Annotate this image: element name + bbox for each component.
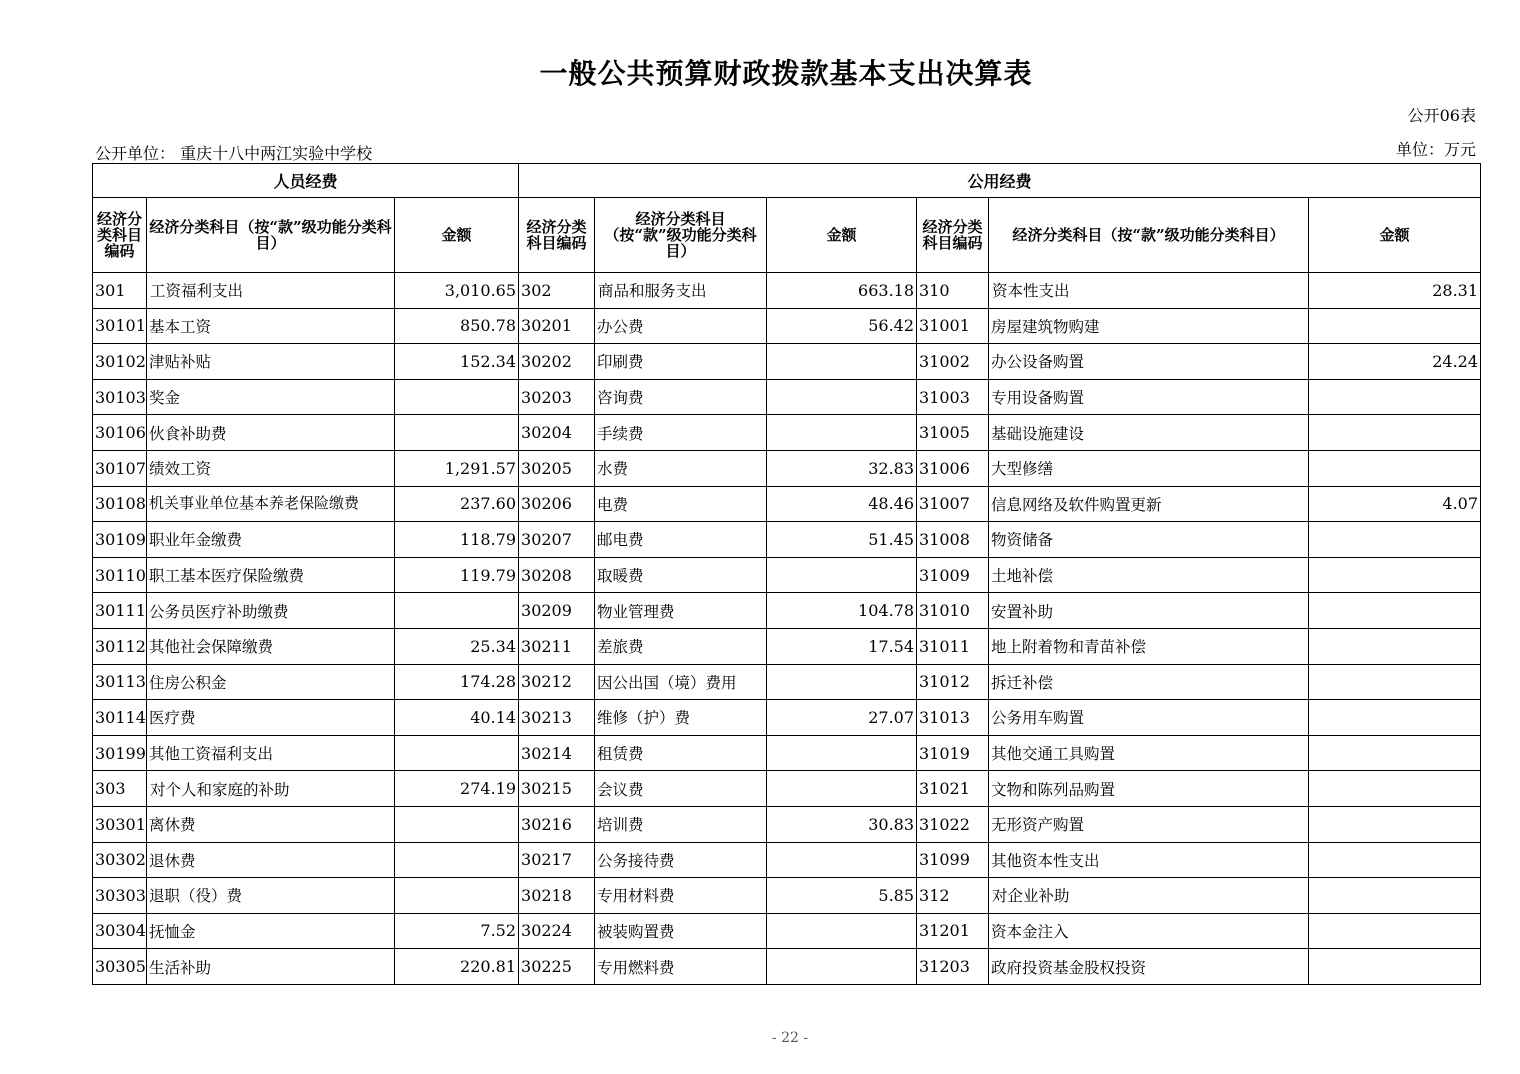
table-row: [93, 415, 1481, 451]
table-row: [93, 486, 1481, 522]
cell-amount: [1309, 450, 1481, 486]
table-row: [93, 913, 1481, 949]
cell-amount: [1309, 593, 1481, 629]
header-name: 经济分类科目（按“款”级功能分类科目）: [147, 198, 395, 273]
cell-amount: 220.81: [395, 949, 519, 985]
table-row: [93, 308, 1481, 344]
cell-amount: [395, 842, 519, 878]
cell-name: 其他社会保障缴费: [147, 628, 395, 664]
cell-name: 大型修缮: [989, 450, 1309, 486]
cell-name: 公务员医疗补助缴费: [147, 593, 395, 629]
cell-amount: [767, 771, 917, 807]
header-amount: 金额: [395, 198, 519, 273]
cell-amount: [1309, 913, 1481, 949]
cell-code: 31019: [917, 735, 989, 771]
cell-code: 30106: [93, 415, 147, 451]
cell-name: 商品和服务支出: [595, 273, 767, 309]
cell-amount: 3,010.65: [395, 273, 519, 309]
page-number: - 22 -: [771, 1030, 809, 1046]
cell-amount: 118.79: [395, 522, 519, 558]
cell-amount: [767, 913, 917, 949]
cell-code: 31007: [917, 486, 989, 522]
table-row: [93, 557, 1481, 593]
cell-code: 310: [917, 273, 989, 309]
cell-amount: [767, 842, 917, 878]
cell-name: 政府投资基金股权投资: [989, 949, 1309, 985]
cell-name: 无形资产购置: [989, 806, 1309, 842]
page-title: 一般公共预算财政拨款基本支出决算表: [539, 57, 1033, 90]
cell-code: 31099: [917, 842, 989, 878]
cell-code: 31201: [917, 913, 989, 949]
cell-amount: [767, 735, 917, 771]
cell-name: 拆迁补偿: [989, 664, 1309, 700]
cell-name: 其他交通工具购置: [989, 735, 1309, 771]
cell-name: 被装购置费: [595, 913, 767, 949]
cell-code: 30302: [93, 842, 147, 878]
cell-amount: 7.52: [395, 913, 519, 949]
cell-name: 培训费: [595, 806, 767, 842]
cell-code: 30201: [519, 308, 595, 344]
cell-name: 对企业补助: [989, 878, 1309, 914]
cell-code: 31008: [917, 522, 989, 558]
cell-name: 奖金: [147, 379, 395, 415]
cell-name: 邮电费: [595, 522, 767, 558]
cell-name: 印刷费: [595, 344, 767, 380]
header-name: 经济分类科目（按“款”级功能分类科目）: [989, 198, 1309, 273]
cell-code: 31006: [917, 450, 989, 486]
cell-amount: [767, 379, 917, 415]
table-row: [93, 771, 1481, 807]
cell-amount: 1,291.57: [395, 450, 519, 486]
header-name: 经济分类科目（按“款”级功能分类科目）: [595, 198, 767, 273]
cell-amount: [1309, 842, 1481, 878]
cell-code: 30199: [93, 735, 147, 771]
cell-amount: [395, 415, 519, 451]
cell-name: 会议费: [595, 771, 767, 807]
cell-amount: 119.79: [395, 557, 519, 593]
cell-code: 30113: [93, 664, 147, 700]
cell-name: 基础设施建设: [989, 415, 1309, 451]
cell-code: 31203: [917, 949, 989, 985]
cell-code: 30305: [93, 949, 147, 985]
table-row: [93, 593, 1481, 629]
cell-amount: [767, 415, 917, 451]
cell-name: 安置补助: [989, 593, 1309, 629]
cell-name: 其他资本性支出: [989, 842, 1309, 878]
cell-name: 其他工资福利支出: [147, 735, 395, 771]
cell-amount: [767, 664, 917, 700]
cell-amount: 56.42: [767, 308, 917, 344]
cell-amount: [767, 557, 917, 593]
header-amount: 金额: [767, 198, 917, 273]
cell-name: 医疗费: [147, 700, 395, 736]
cell-name: 公务用车购置: [989, 700, 1309, 736]
cell-amount: [1309, 415, 1481, 451]
cell-name: 津贴补贴: [147, 344, 395, 380]
cell-code: 30206: [519, 486, 595, 522]
cell-code: 31005: [917, 415, 989, 451]
cell-name: 因公出国（境）费用: [595, 664, 767, 700]
cell-amount: [1309, 771, 1481, 807]
cell-name: 物业管理费: [595, 593, 767, 629]
cell-amount: 25.34: [395, 628, 519, 664]
cell-name: 资本金注入: [989, 913, 1309, 949]
cell-name: 电费: [595, 486, 767, 522]
cell-name: 专用燃料费: [595, 949, 767, 985]
cell-code: 30214: [519, 735, 595, 771]
cell-amount: 850.78: [395, 308, 519, 344]
cell-code: 30109: [93, 522, 147, 558]
table-row: [93, 628, 1481, 664]
cell-amount: 28.31: [1309, 273, 1481, 309]
cell-amount: 104.78: [767, 593, 917, 629]
cell-code: 30205: [519, 450, 595, 486]
cell-amount: 4.07: [1309, 486, 1481, 522]
cell-amount: 27.07: [767, 700, 917, 736]
cell-name: 租赁费: [595, 735, 767, 771]
table-row: [93, 522, 1481, 558]
cell-name: 基本工资: [147, 308, 395, 344]
cell-code: 31009: [917, 557, 989, 593]
cell-code: 31021: [917, 771, 989, 807]
cell-code: 30112: [93, 628, 147, 664]
cell-code: 30215: [519, 771, 595, 807]
cell-code: 30102: [93, 344, 147, 380]
cell-code: 30216: [519, 806, 595, 842]
group-header-public: 公用经费: [519, 164, 1481, 198]
cell-amount: 152.34: [395, 344, 519, 380]
table-row: [93, 700, 1481, 736]
cell-code: 31013: [917, 700, 989, 736]
table-row: [93, 878, 1481, 914]
cell-name: 文物和陈列品购置: [989, 771, 1309, 807]
cell-code: 30107: [93, 450, 147, 486]
cell-amount: [395, 379, 519, 415]
cell-code: 30303: [93, 878, 147, 914]
cell-code: 31012: [917, 664, 989, 700]
cell-code: 31003: [917, 379, 989, 415]
cell-name: 地上附着物和青苗补偿: [989, 628, 1309, 664]
cell-code: 30217: [519, 842, 595, 878]
money-unit: 单位：万元: [1395, 140, 1476, 159]
cell-code: 30209: [519, 593, 595, 629]
cell-amount: 51.45: [767, 522, 917, 558]
header-code: 经济分类科目编码: [93, 198, 147, 273]
cell-name: 离休费: [147, 806, 395, 842]
cell-code: 312: [917, 878, 989, 914]
cell-amount: 274.19: [395, 771, 519, 807]
cell-name: 水费: [595, 450, 767, 486]
table-row: [93, 273, 1481, 309]
table-row: [93, 842, 1481, 878]
table-row: [93, 664, 1481, 700]
cell-amount: [1309, 806, 1481, 842]
cell-amount: [1309, 949, 1481, 985]
cell-name: 办公费: [595, 308, 767, 344]
cell-code: 30301: [93, 806, 147, 842]
cell-code: 30103: [93, 379, 147, 415]
cell-name: 抚恤金: [147, 913, 395, 949]
cell-amount: [1309, 379, 1481, 415]
cell-code: 30212: [519, 664, 595, 700]
cell-name: 退休费: [147, 842, 395, 878]
cell-name: 生活补助: [147, 949, 395, 985]
cell-amount: [1309, 557, 1481, 593]
cell-name: 专用材料费: [595, 878, 767, 914]
cell-code: 31022: [917, 806, 989, 842]
cell-code: 30111: [93, 593, 147, 629]
cell-code: 31001: [917, 308, 989, 344]
cell-amount: [395, 593, 519, 629]
cell-name: 取暖费: [595, 557, 767, 593]
cell-code: 30101: [93, 308, 147, 344]
cell-name: 住房公积金: [147, 664, 395, 700]
cell-code: 30202: [519, 344, 595, 380]
cell-code: 301: [93, 273, 147, 309]
cell-name: 职工基本医疗保险缴费: [147, 557, 395, 593]
cell-amount: 30.83: [767, 806, 917, 842]
cell-code: 30108: [93, 486, 147, 522]
cell-name: 物资储备: [989, 522, 1309, 558]
cell-name: 维修（护）费: [595, 700, 767, 736]
cell-amount: 40.14: [395, 700, 519, 736]
cell-name: 土地补偿: [989, 557, 1309, 593]
cell-amount: [1309, 735, 1481, 771]
cell-amount: [395, 735, 519, 771]
cell-code: 30304: [93, 913, 147, 949]
cell-code: 30213: [519, 700, 595, 736]
cell-name: 差旅费: [595, 628, 767, 664]
cell-name: 资本性支出: [989, 273, 1309, 309]
cell-code: 31010: [917, 593, 989, 629]
cell-name: 退职（役）费: [147, 878, 395, 914]
cell-code: 31011: [917, 628, 989, 664]
cell-amount: 5.85: [767, 878, 917, 914]
cell-name: 公务接待费: [595, 842, 767, 878]
expenditure-table: [92, 163, 1481, 985]
cell-code: 30110: [93, 557, 147, 593]
cell-name: 职业年金缴费: [147, 522, 395, 558]
cell-code: 303: [93, 771, 147, 807]
cell-name: 办公设备购置: [989, 344, 1309, 380]
group-header-personnel: 人员经费: [93, 164, 519, 198]
cell-name: 绩效工资: [147, 450, 395, 486]
cell-amount: 32.83: [767, 450, 917, 486]
cell-amount: 24.24: [1309, 344, 1481, 380]
cell-code: 30207: [519, 522, 595, 558]
cell-amount: [395, 878, 519, 914]
cell-code: 30225: [519, 949, 595, 985]
cell-amount: 174.28: [395, 664, 519, 700]
cell-code: 30211: [519, 628, 595, 664]
table-row: [93, 379, 1481, 415]
cell-amount: [1309, 628, 1481, 664]
cell-name: 工资福利支出: [147, 273, 395, 309]
cell-code: 30224: [519, 913, 595, 949]
cell-name: 专用设备购置: [989, 379, 1309, 415]
cell-name: 信息网络及软件购置更新: [989, 486, 1309, 522]
cell-amount: 663.18: [767, 273, 917, 309]
cell-amount: [1309, 700, 1481, 736]
cell-amount: [767, 949, 917, 985]
cell-name: 伙食补助费: [147, 415, 395, 451]
reporting-unit: 公开单位： 重庆十八中两江实验中学校: [95, 144, 373, 163]
cell-code: 302: [519, 273, 595, 309]
cell-amount: [395, 806, 519, 842]
header-amount: 金额: [1309, 198, 1481, 273]
table-row: [93, 344, 1481, 380]
cell-amount: 17.54: [767, 628, 917, 664]
form-number: 公开06表: [1407, 106, 1476, 125]
header-code: 经济分类科目编码: [917, 198, 989, 273]
cell-amount: [767, 344, 917, 380]
cell-name: 咨询费: [595, 379, 767, 415]
table-row: [93, 450, 1481, 486]
cell-code: 30204: [519, 415, 595, 451]
cell-code: 30218: [519, 878, 595, 914]
table-row: [93, 806, 1481, 842]
cell-amount: 48.46: [767, 486, 917, 522]
table-row: [93, 949, 1481, 985]
cell-amount: [1309, 878, 1481, 914]
header-code: 经济分类科目编码: [519, 198, 595, 273]
cell-amount: 237.60: [395, 486, 519, 522]
cell-amount: [1309, 664, 1481, 700]
cell-code: 30203: [519, 379, 595, 415]
cell-name: 手续费: [595, 415, 767, 451]
cell-name: 机关事业单位基本养老保险缴费: [147, 486, 395, 522]
cell-amount: [1309, 522, 1481, 558]
table-row: [93, 735, 1481, 771]
cell-code: 31002: [917, 344, 989, 380]
cell-name: 房屋建筑物购建: [989, 308, 1309, 344]
cell-amount: [1309, 308, 1481, 344]
cell-name: 对个人和家庭的补助: [147, 771, 395, 807]
cell-code: 30208: [519, 557, 595, 593]
cell-code: 30114: [93, 700, 147, 736]
